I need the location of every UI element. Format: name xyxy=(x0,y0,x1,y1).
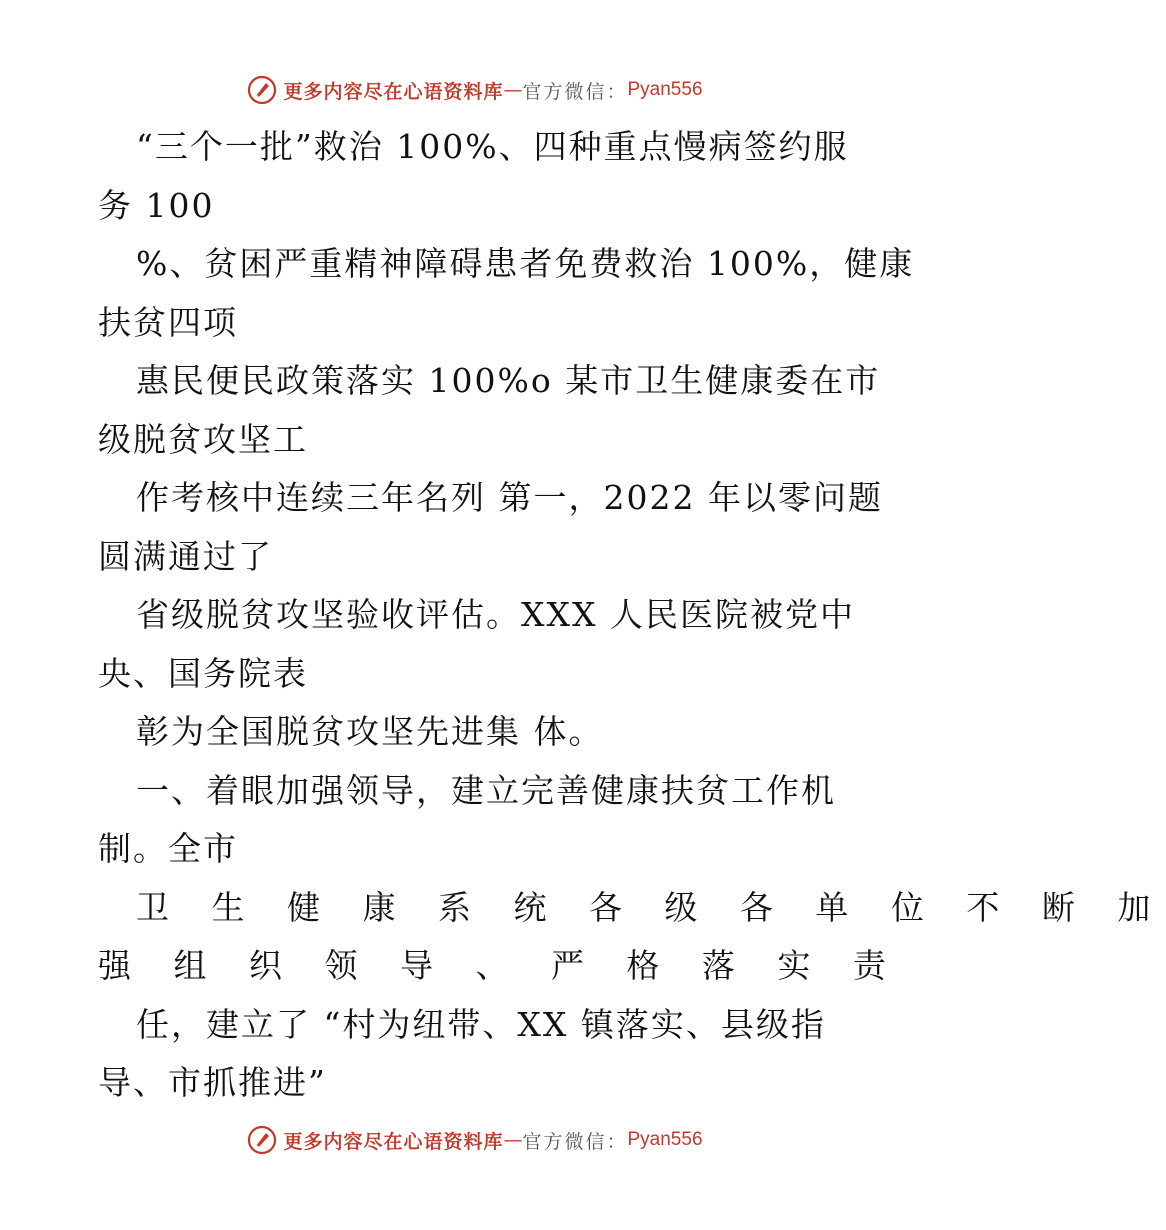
document-body xyxy=(98,118,1166,1113)
body-line: 作考核中连续三年名列 第一，2022 年以零问题 xyxy=(136,478,883,517)
header-watermark xyxy=(0,70,950,110)
body-line: 强 组 织 领 导 、 严 格 落 实 责 xyxy=(98,946,902,985)
header-dash: — xyxy=(503,79,523,101)
body-line: %、贫困严重精神障碍患者免费救治 100%，健康 xyxy=(136,244,915,283)
body-line: 省级脱贫攻坚验收评估。XXX 人民医院被党中 xyxy=(136,595,855,634)
body-line: 卫 生 健 康 系 统 各 级 各 单 位 不 断 加 xyxy=(136,887,1166,927)
body-line: 级脱贫攻坚工 xyxy=(98,419,308,459)
footer-watermark xyxy=(0,1120,950,1160)
body-line: 任，建立了 “村为纽带、XX 镇落实、县级指 xyxy=(136,1004,826,1044)
body-line: 惠民便民政策落实 100%o 某市卫生健康委在市 xyxy=(136,361,881,400)
footer-dash: — xyxy=(503,1129,523,1151)
footer-brand-text: 更多内容尽在心语资料库 xyxy=(283,1130,504,1153)
footer-wechat-id: Pyan556 xyxy=(627,1129,703,1150)
pen-nib-logo-icon xyxy=(247,1125,277,1155)
body-line: 一、着眼加强领导，建立完善健康扶贫工作机 xyxy=(136,770,836,810)
body-line: 圆满通过了 xyxy=(98,536,273,576)
header-wechat-label: 官方微信： xyxy=(522,80,628,103)
header-wechat-id: Pyan556 xyxy=(627,79,703,100)
body-line: 务 100 xyxy=(98,185,215,225)
body-line: 制。全市 xyxy=(98,829,238,868)
body-line: 扶贫四项 xyxy=(98,302,238,342)
body-line: 导、市抓推进” xyxy=(98,1063,327,1102)
body-line: 彰为全国脱贫攻坚先进集 体。 xyxy=(136,712,604,751)
body-line: 央、国务院表 xyxy=(98,653,308,693)
body-line: “三个一批”救治 100%、四种重点慢病签约服 xyxy=(136,127,849,166)
header-brand-text: 更多内容尽在心语资料库 xyxy=(283,80,504,103)
footer-wechat-label: 官方微信： xyxy=(522,1130,628,1153)
pen-nib-logo-icon xyxy=(247,75,277,105)
